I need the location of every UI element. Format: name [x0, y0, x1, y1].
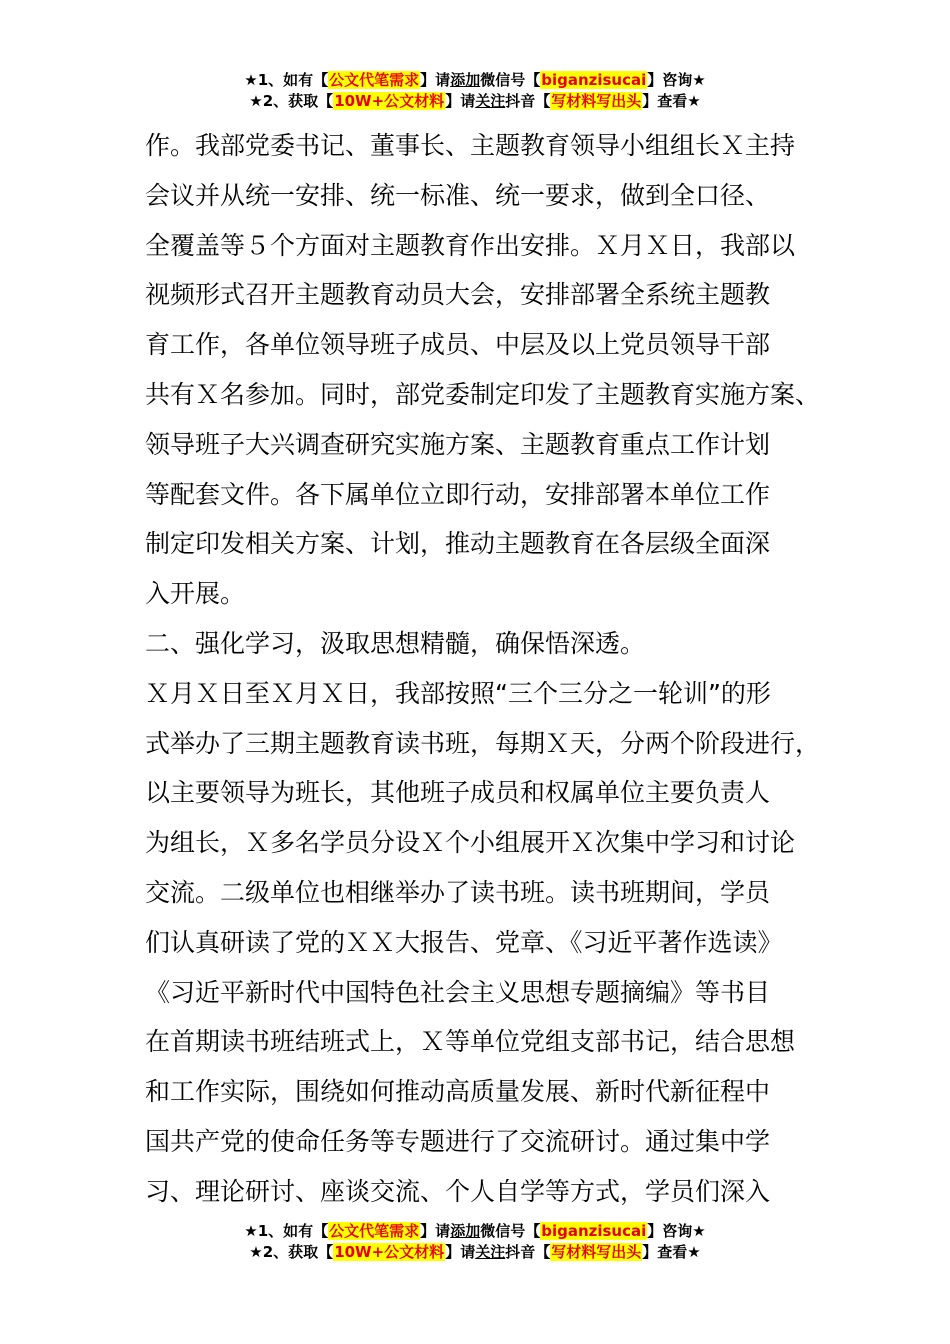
banner-text: 】查看★	[642, 92, 701, 110]
body-line: 在首期读书班结班式上，Ｘ等单位党组支部书记，结合思想	[145, 1027, 796, 1057]
body-line: 会议并从统一安排、统一标准、统一要求，做到全口径、	[145, 180, 771, 210]
header-banner	[0, 70, 950, 112]
banner-text: ★2、获取【	[249, 1243, 334, 1261]
body-line: 等配套文件。各下属单位立即行动，安排部署本单位工作	[145, 479, 771, 509]
banner-text: 微信号【	[480, 1222, 541, 1240]
body-line: 式举办了三期主题教育读书班，每期Ｘ天，分两个阶段进行，	[145, 728, 821, 758]
banner-highlight: 公文代笔需求	[329, 71, 420, 89]
banner-text: 】查看★	[642, 1243, 701, 1261]
banner-highlight: 10W+公文材料	[334, 1243, 445, 1261]
body-line: 作。我部党委书记、董事长、主题教育领导小组组长Ｘ主持	[145, 131, 796, 160]
banner-highlight: biganzisucai	[541, 71, 647, 89]
banner-line-1	[0, 70, 950, 91]
body-line: 制定印发相关方案、计划，推动主题教育在各层级全面深	[145, 529, 771, 559]
body-line: 《习近平新时代中国特色社会主义思想专题摘编》等书目	[145, 977, 771, 1007]
banner-text: 】咨询★	[647, 71, 706, 89]
banner-highlight: 写材料写出头	[551, 1243, 642, 1261]
banner-underlined-text: 关注	[475, 1243, 506, 1261]
banner-text: 抖音【	[505, 1243, 551, 1261]
banner-highlight: biganzisucai	[541, 1222, 647, 1240]
banner-highlight: 写材料写出头	[551, 92, 642, 110]
body-line: 全覆盖等５个方面对主题教育作出安排。Ｘ月Ｘ日，我部以	[145, 230, 796, 260]
body-line: 共有Ｘ名参加。同时，部党委制定印发了主题教育实施方案、	[145, 379, 821, 409]
body-line: 领导班子大兴调查研究实施方案、主题教育重点工作计划	[145, 429, 771, 459]
body-line: 交流。二级单位也相继举办了读书班。读书班期间，学员	[145, 877, 771, 907]
banner-text: 】咨询★	[647, 1222, 706, 1240]
banner-text: ★1、如有【	[244, 1222, 329, 1240]
banner-line-1	[0, 1221, 950, 1242]
banner-underlined-text: 添加	[450, 1222, 481, 1240]
banner-text: ★1、如有【	[244, 71, 329, 89]
banner-highlight: 公文代笔需求	[329, 1222, 420, 1240]
banner-text: ★2、获取【	[249, 92, 334, 110]
body-line: 习、理论研讨、座谈交流、个人自学等方式，学员们深入	[145, 1176, 771, 1206]
body-line: 以主要领导为班长，其他班子成员和权属单位主要负责人	[145, 778, 771, 808]
body-line: 们认真研读了党的ＸＸ大报告、党章、《习近平著作选读》	[145, 927, 783, 957]
body-line: 育工作，各单位领导班子成员、中层及以上党员领导干部	[145, 330, 771, 360]
banner-text: 】请	[420, 71, 451, 89]
banner-text: 微信号【	[480, 71, 541, 89]
document-body	[145, 121, 845, 1217]
body-line: 国共产党的使命任务等专题进行了交流研讨。通过集中学	[145, 1126, 771, 1156]
body-line: 和工作实际，围绕如何推动高质量发展、新时代新征程中	[145, 1077, 771, 1107]
body-line: 入开展。	[145, 579, 246, 609]
banner-highlight: 10W+公文材料	[334, 92, 445, 110]
banner-line-2	[0, 91, 950, 112]
body-line: Ｘ月Ｘ日至Ｘ月Ｘ日，我部按照“三个三分之一轮训”的形	[145, 678, 771, 708]
banner-underlined-text: 添加	[450, 71, 481, 89]
footer-banner	[0, 1221, 950, 1263]
banner-text: 】请	[420, 1222, 451, 1240]
section-heading: 二、强化学习，汲取思想精髓，确保悟深透。	[145, 628, 646, 658]
banner-text: 】请	[445, 1243, 476, 1261]
banner-underlined-text: 关注	[475, 92, 506, 110]
body-line: 视频形式召开主题教育动员大会，安排部署全系统主题教	[145, 280, 771, 310]
banner-line-2	[0, 1242, 950, 1263]
body-line: 为组长，Ｘ多名学员分设Ｘ个小组展开Ｘ次集中学习和讨论	[145, 828, 796, 858]
banner-text: 抖音【	[505, 92, 551, 110]
banner-text: 】请	[445, 92, 476, 110]
